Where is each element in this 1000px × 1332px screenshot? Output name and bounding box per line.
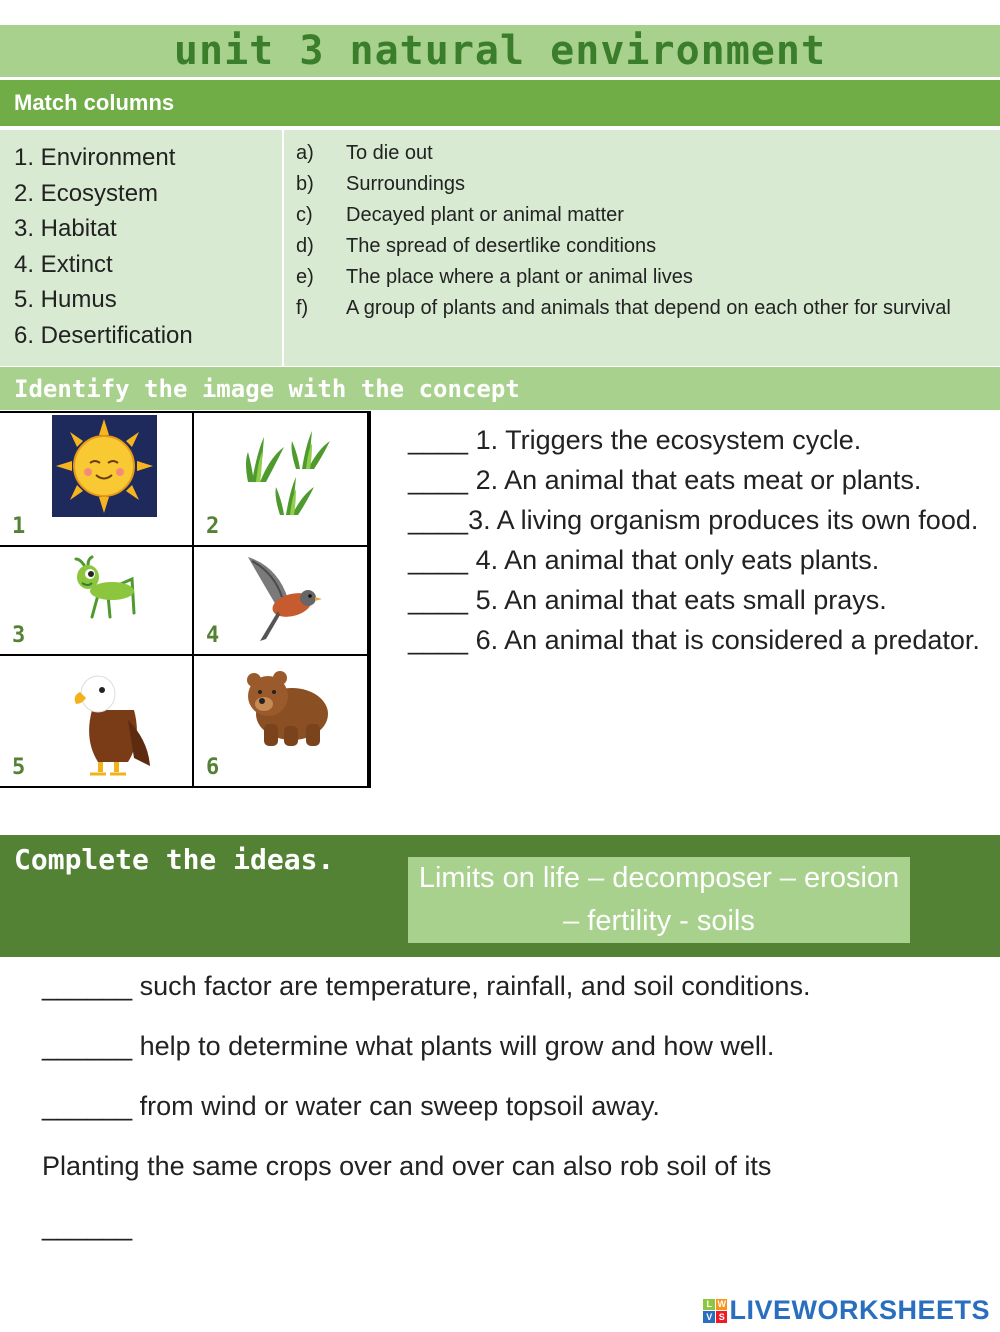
term-item[interactable]: 6. Desertification	[14, 321, 193, 349]
idea-item[interactable]: ______ from wind or water can sweep topsoil away.	[42, 1091, 660, 1121]
logo-mark-cell: L	[703, 1299, 715, 1311]
liveworksheets-logo	[703, 1295, 990, 1326]
term-item[interactable]: 4. Extinct	[14, 250, 113, 278]
match-columns-heading	[0, 80, 1000, 126]
definition-letter: f)	[296, 297, 309, 319]
definition-item[interactable]	[296, 138, 990, 169]
concept-item[interactable]: ____ 1. Triggers the ecosystem cycle.	[408, 425, 862, 455]
concept-item[interactable]: ____3. A living organism produces its own food.	[408, 505, 979, 535]
image-cell-2[interactable]	[194, 413, 369, 547]
concept-item[interactable]: ____ 6. An animal that is considered a predator.	[408, 625, 980, 655]
bird-icon	[238, 553, 322, 645]
definitions-column	[284, 130, 1000, 366]
concept-item[interactable]: ____ 2. An animal that eats meat or plants.	[408, 465, 922, 495]
eagle-icon	[70, 670, 152, 778]
term-item[interactable]: 2. Ecosystem	[14, 179, 159, 207]
identify-heading	[0, 367, 1000, 410]
definition-text: The spread of desertlike conditions	[346, 235, 657, 257]
definition-text: Surroundings	[346, 173, 465, 195]
idea-item[interactable]: ______	[42, 1211, 133, 1241]
image-grid	[0, 411, 371, 788]
logo-mark-cell: V	[703, 1311, 715, 1323]
image-number: 6	[206, 755, 220, 780]
match-columns-table	[0, 128, 1000, 366]
word-bank: Limits on life – decomposer – erosion – fertility - soils	[408, 857, 910, 943]
image-number: 5	[12, 755, 26, 780]
terms-column	[0, 130, 284, 366]
image-cell-3[interactable]	[0, 547, 194, 656]
definition-text: To die out	[346, 142, 433, 164]
idea-item: Planting the same crops over and over can also rob soil of its	[42, 1151, 772, 1181]
logo-mark-cell: W	[717, 1299, 726, 1310]
logo-mark-cell: S	[716, 1311, 728, 1323]
image-cell-1[interactable]	[0, 413, 194, 547]
concepts-list	[408, 420, 993, 660]
concept-item[interactable]: ____ 5. An animal that eats small prays.	[408, 585, 887, 615]
grasshopper-icon	[68, 555, 140, 627]
term-item[interactable]: 1. Environment	[14, 144, 176, 171]
idea-item[interactable]: ______ such factor are temperature, rainfall, and soil conditions.	[42, 971, 811, 1001]
image-number: 2	[206, 514, 220, 539]
image-number: 4	[206, 623, 220, 648]
image-cell-4[interactable]	[194, 547, 369, 656]
image-number: 1	[12, 514, 26, 539]
definition-letter: b)	[296, 173, 314, 195]
ideas-list	[42, 966, 982, 1266]
complete-ideas-heading	[0, 835, 1000, 957]
logo-text: LIVEWORKSHEETS	[729, 1295, 990, 1325]
sun-icon	[52, 415, 157, 517]
logo-mark-icon	[703, 1299, 727, 1323]
definition-text: The place where a plant or animal lives	[346, 266, 693, 288]
definition-item[interactable]	[296, 231, 990, 262]
bear-icon	[242, 668, 332, 750]
idea-item[interactable]: ______ help to determine what plants will grow and how well.	[42, 1031, 775, 1061]
plants-icon	[242, 427, 337, 519]
definition-letter: e)	[296, 266, 314, 288]
definition-item[interactable]	[296, 262, 990, 293]
definition-letter: a)	[296, 142, 314, 164]
definition-item[interactable]	[296, 169, 990, 200]
identify-heading-text: Identify the image with the concept	[14, 374, 520, 403]
definition-text: Decayed plant or animal matter	[346, 204, 624, 226]
term-item[interactable]: 5. Humus	[14, 286, 117, 313]
definition-letter: d)	[296, 235, 314, 257]
image-number: 3	[12, 623, 26, 648]
image-cell-6[interactable]	[194, 656, 369, 788]
definition-letter: c)	[296, 204, 313, 226]
match-columns-heading-text: Match columns	[14, 90, 175, 115]
image-cell-5[interactable]	[0, 656, 194, 788]
term-item[interactable]: 3. Habitat	[14, 215, 117, 242]
definition-item[interactable]	[296, 200, 990, 231]
complete-ideas-title: Complete the ideas.	[14, 843, 335, 876]
page-title: unit 3 natural environment	[173, 28, 827, 74]
definition-text: A group of plants and animals that depend on each other for survival	[346, 297, 951, 319]
page-title-bar	[0, 25, 1000, 77]
concept-item[interactable]: ____ 4. An animal that only eats plants.	[408, 545, 880, 575]
definition-item[interactable]	[296, 293, 990, 324]
